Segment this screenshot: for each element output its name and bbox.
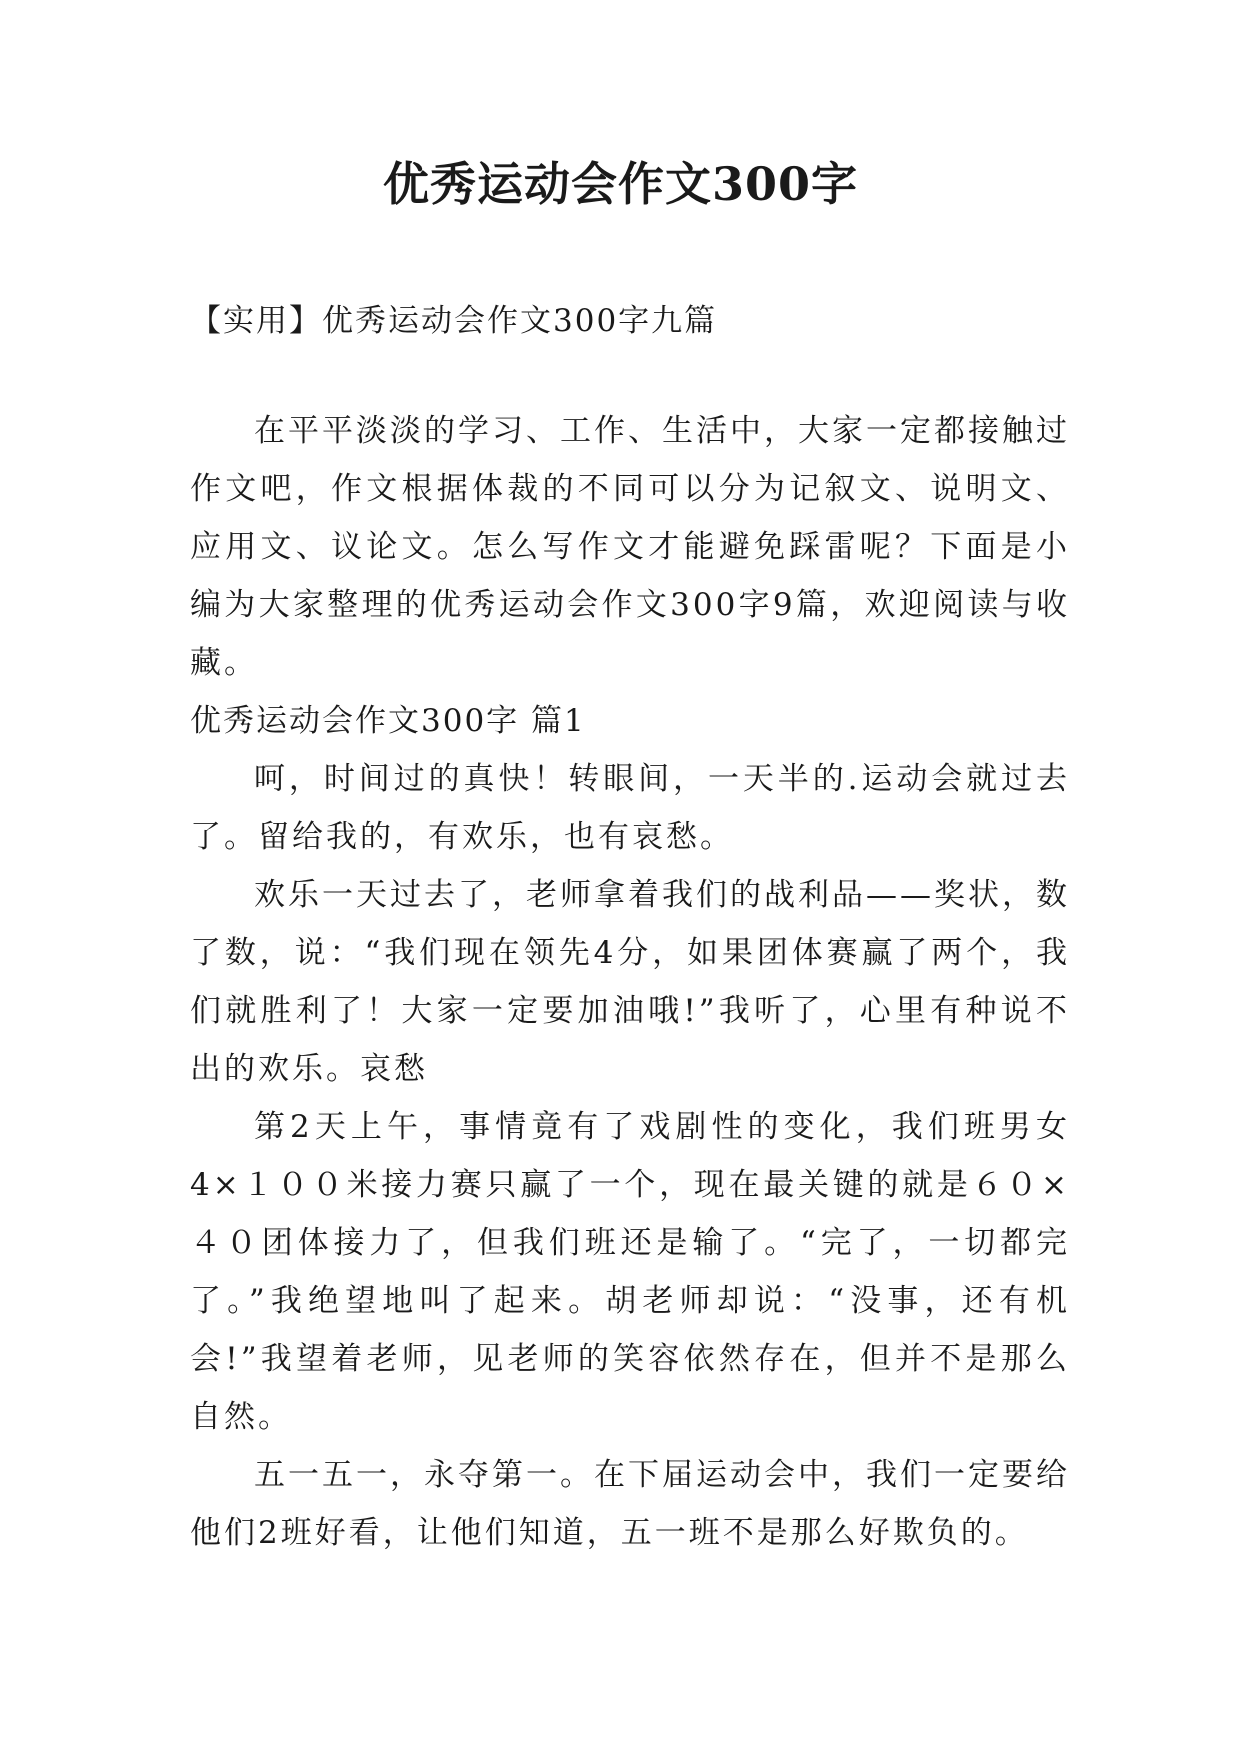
section-heading: 优秀运动会作文300字 篇1	[190, 703, 586, 739]
essay-paragraph-2: 欢乐一天过去了，老师拿着我们的战利品——奖状，数了数，说：“我们现在领先4分，如果团体赛赢了两个，我们就胜利了！大家一定要加油哦!”我听了，心里有种说不出的欢乐。哀愁	[190, 877, 1070, 1087]
essay-body	[190, 750, 1070, 1562]
essay-paragraph-1: 呵，时间过的真快！转眼间，一天半的.运动会就过去了。留给我的，有欢乐，也有哀愁。	[190, 761, 1070, 855]
essay-paragraph-3: 第2天上午，事情竟有了戏剧性的变化，我们班男女4×１００米接力赛只赢了一个，现在最关键的就是６０×４０团体接力了，但我们班还是输了。“完了，一切都完了。”我绝望地叫了起来。胡老师却说：“没事，还有机会!”我望着老师，见老师的笑容依然存在，但并不是那么自然。	[190, 1109, 1070, 1435]
document-title: 优秀运动会作文300字	[382, 157, 859, 211]
essay-paragraph-4: 五一五一，永夺第一。在下届运动会中，我们一定要给他们2班好看，让他们知道，五一班不是那么好欺负的。	[190, 1457, 1070, 1551]
document-subtitle: 【实用】优秀运动会作文300字九篇	[190, 303, 718, 339]
intro-section	[190, 402, 1070, 692]
intro-paragraph: 在平平淡淡的学习、工作、生活中，大家一定都接触过作文吧，作文根据体裁的不同可以分为记叙文、说明文、应用文、议论文。怎么写作文才能避免踩雷呢？下面是小编为大家整理的优秀运动会作文300字9篇，欢迎阅读与收藏。	[190, 413, 1070, 681]
